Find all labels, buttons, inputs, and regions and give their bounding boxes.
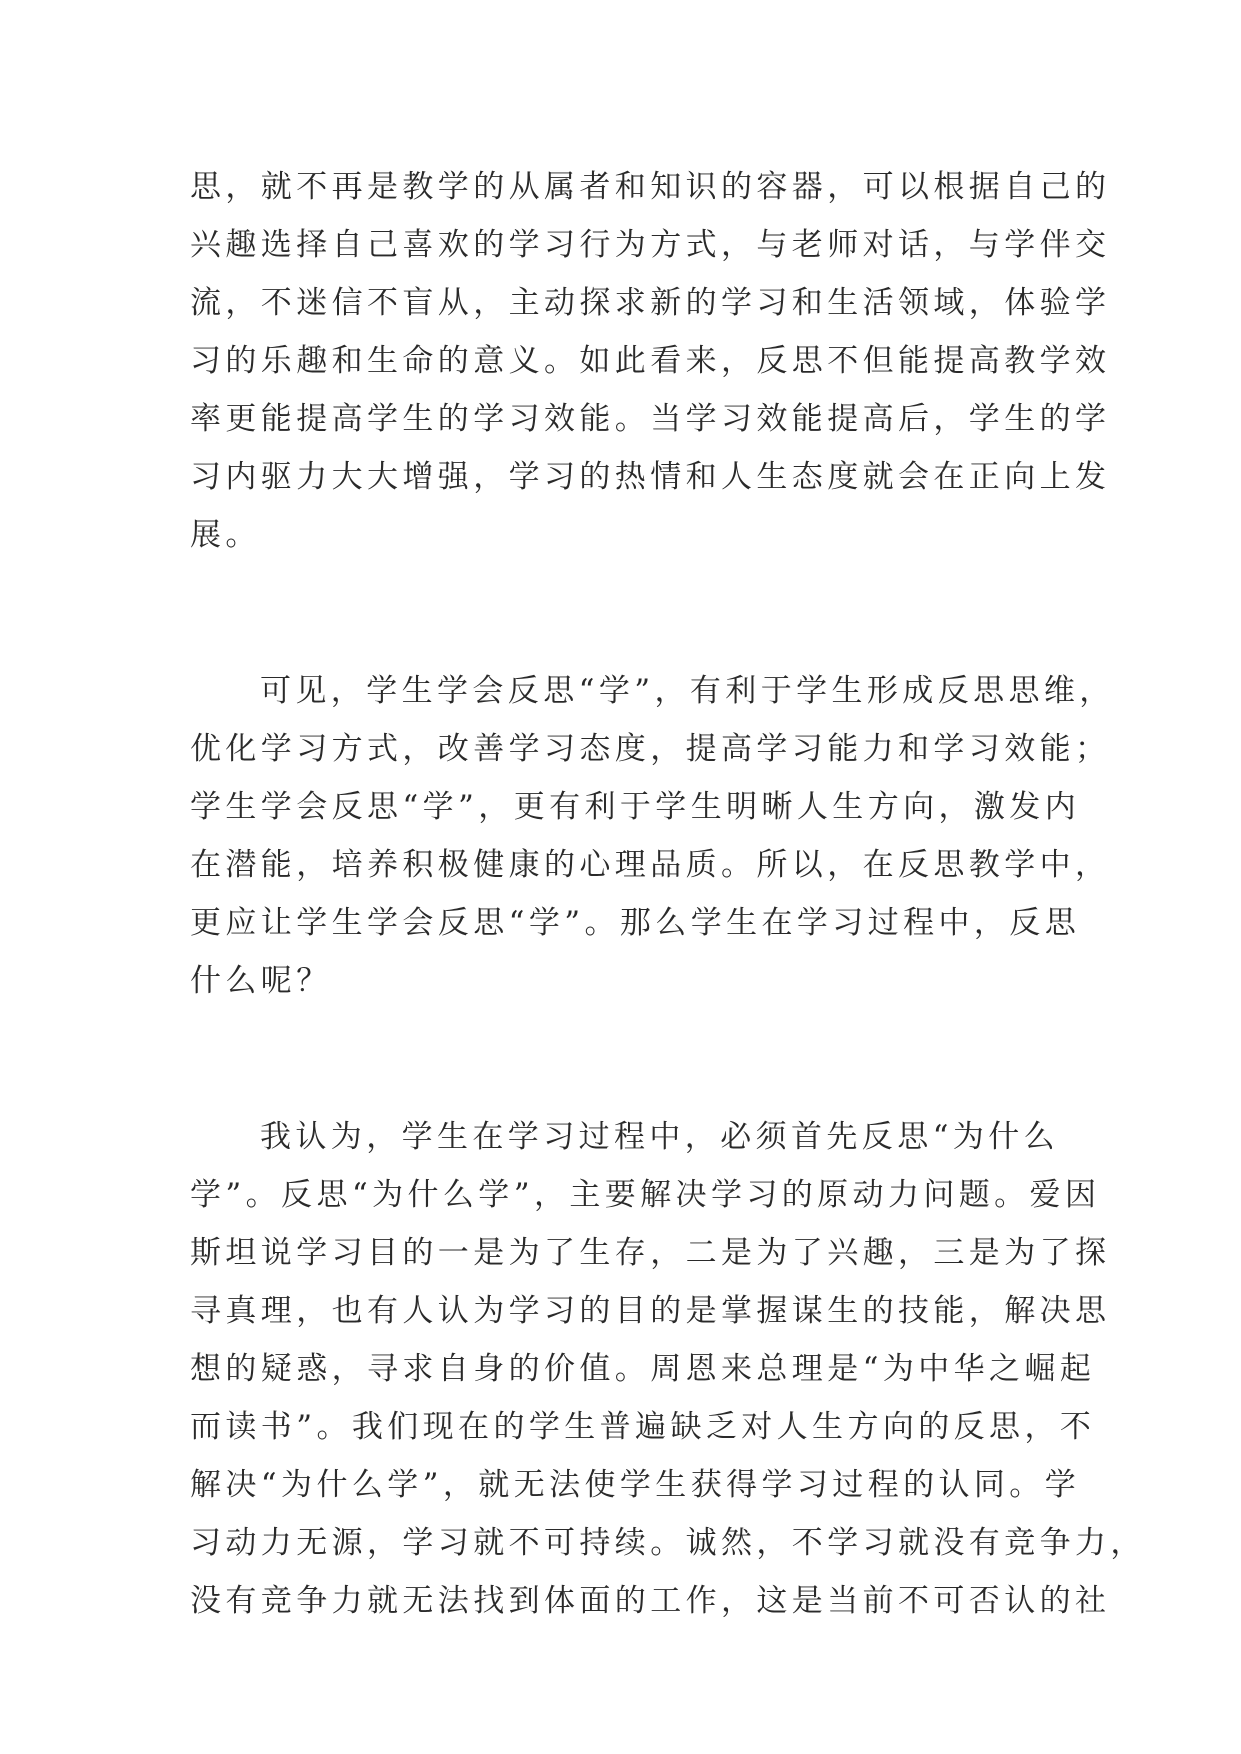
- text-line: 斯坦说学习目的一是为了生存，二是为了兴趣，三是为了探: [190, 1235, 1111, 1271]
- text-line: 在潜能，培养积极健康的心理品质。所以，在反思教学中，: [190, 847, 1111, 883]
- text-line: 什么呢？: [190, 963, 332, 999]
- text-line: 我认为，学生在学习过程中，必须首先反思“为什么: [260, 1119, 1060, 1155]
- paragraph: [190, 662, 1115, 1010]
- body-text: [190, 158, 1146, 1630]
- text-line: 更应让学生学会反思“学”。那么学生在学习过程中，反思: [190, 905, 1081, 941]
- paragraph: [190, 1108, 1146, 1630]
- text-line: 想的疑惑，寻求自身的价值。周恩来总理是“为中华之崛起: [190, 1351, 1096, 1387]
- text-line: 习内驱力大大增强，学习的热情和人生态度就会在正向上发: [190, 459, 1111, 495]
- paragraph: [190, 158, 1111, 564]
- text-line: 解决“为什么学”，就无法使学生获得学习过程的认同。学: [190, 1467, 1081, 1503]
- text-line: 没有竞争力就无法找到体面的工作，这是当前不可否认的社: [190, 1583, 1111, 1619]
- text-line: 而读书”。我们现在的学生普遍缺乏对人生方向的反思，不: [190, 1409, 1096, 1445]
- paragraph-spacer: [190, 564, 1052, 662]
- text-line: 展。: [190, 517, 261, 553]
- text-line: 学”。反思“为什么学”，主要解决学习的原动力问题。爱因: [190, 1177, 1101, 1213]
- paragraph-spacer: [190, 1010, 1052, 1108]
- text-line: 习动力无源，学习就不可持续。诚然，不学习就没有竞争力，: [190, 1525, 1146, 1561]
- text-line: 寻真理，也有人认为学习的目的是掌握谋生的技能，解决思: [190, 1293, 1111, 1329]
- text-line: 兴趣选择自己喜欢的学习行为方式，与老师对话，与学伴交: [190, 227, 1111, 263]
- text-line: 率更能提高学生的学习效能。当学习效能提高后，学生的学: [190, 401, 1111, 437]
- text-line: 可见，学生学会反思“学”，有利于学生形成反思思维，: [260, 673, 1115, 709]
- text-line: 习的乐趣和生命的意义。如此看来，反思不但能提高教学效: [190, 343, 1111, 379]
- text-line: 学生学会反思“学”，更有利于学生明晰人生方向，激发内: [190, 789, 1081, 825]
- text-line: 流，不迷信不盲从，主动探求新的学习和生活领域，体验学: [190, 285, 1111, 321]
- text-line: 优化学习方式，改善学习态度，提高学习能力和学习效能；: [190, 731, 1111, 767]
- text-line: 思，就不再是教学的从属者和知识的容器，可以根据自己的: [190, 169, 1111, 205]
